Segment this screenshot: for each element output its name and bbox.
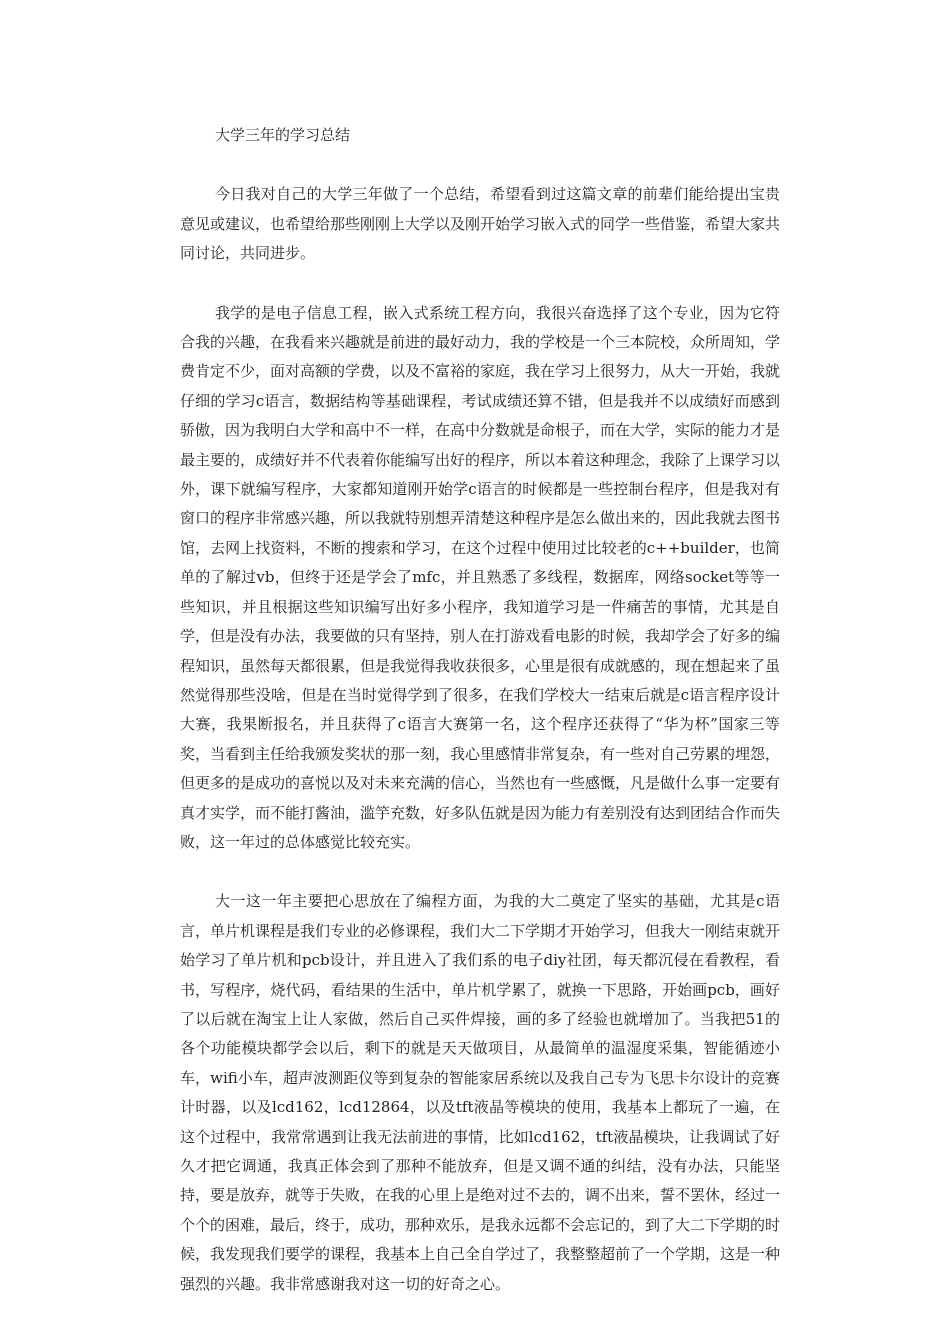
paragraph-sophomore-year: 大一这一年主要把心思放在了编程方面，为我的大二奠定了坚实的基础，尤其是c语言，单片机课程是我们专业的必修课程，我们大二下学期才开始学习，但我大一刚结束就开始学习了单片机和pcb设计，并且进入了我们系的电子diy社团，每天都沉侵在看教程，看书，写程序，烧代码，看结果的生活中，单片机学累了，就换一下思路，开始画pcb，画好了以后就在淘宝上让人家做，然后自己买件焊接，画的多了经验也就增加了。当我把51的各个功能模块都学会以后，剩下的就是天天做项目，从最简单的温湿度采集，智能循迹小车，wifi小车，超声波测距仪等到复杂的智能家居系统以及我自己专为飞思卡尔设计的竞赛计时器，以及lcd162，lcd12864，以及tft液晶等模块的使用，我基本上都玩了一遍，在这个过程中，我常常遇到让我无法前进的事情，比如lcd162，tft液晶模块，让我调试了好久才把它调通，我真正体会到了那种不能放弃，但是又调不通的纠结，没有办法，只能坚持，要是放弃，就等于失败，在我的心里上是绝对过不去的，调不出来，誓不罢休，经过一个个的困难，最后，终于，成功，那种欢乐，是我永远都不会忘记的，到了大二下学期的时候，我发现我们要学的课程，我基本上自己全自学过了，我整整超前了一个学期，这是一种强烈的兴趣。我非常感谢我对这一切的好奇之心。 (180, 892, 781, 1293)
document-body (180, 121, 780, 1329)
paragraph-intro: 今日我对自己的大学三年做了一个总结，希望看到过这篇文章的前辈们能给提出宝贵意见或建议，也希望给那些刚刚上大学以及刚开始学习嵌入式的同学一些借鉴，希望大家共同讨论，共同进步。 (180, 185, 781, 263)
document-title: 大学三年的学习总结 (215, 126, 351, 144)
paragraph-freshman-year: 我学的是电子信息工程，嵌入式系统工程方向，我很兴奋选择了这个专业，因为它符合我的兴趣，在我看来兴趣就是前进的最好动力，我的学校是一个三本院校，众所周知，学费肯定不少，面对高额的学费，以及不富裕的家庭，我在学习上很努力，从大一开始，我就仔细的学习c语言，数据结构等基础课程，考试成绩还算不错，但是我并不以成绩好而感到骄傲，因为我明白大学和高中不一样，在高中分数就是命根子，而在大学，实际的能力才是最主要的，成绩好并不代表着你能编写出好的程序，所以本着这种理念，我除了上课学习以外，课下就编写程序，大家都知道刚开始学c语言的时候都是一些控制台程序，但是我对有窗口的程序非常感兴趣，所以我就特别想弄清楚这种程序是怎么做出来的，因此我就去图书馆，去网上找资料，不断的搜索和学习，在这个过程中使用过比较老的c++builder，也简单的了解过vb，但终于还是学会了mfc，并且熟悉了多线程，数据库，网络socket等等一些知识，并且根据这些知识编写出好多小程序，我知道学习是一件痛苦的事情，尤其是自学，但是没有办法，我要做的只有坚持，别人在打游戏看电影的时候，我却学会了好多的编程知识，虽然每天都很累，但是我觉得我收获很多，心里是很有成就感的，现在想起来了虽然觉得那些没啥，但是在当时觉得学到了很多，在我们学校大一结束后就是c语言程序设计大赛，我果断报名，并且获得了c语言大赛第一名，这个程序还获得了“华为杯”国家三等奖，当看到主任给我颁发奖状的那一刻，我心里感情非常复杂，有一些对自己劳累的埋怨，但更多的是成功的喜悦以及对未来充满的信心，当然也有一些感慨，凡是做什么事一定要有真才实学，而不能打酱油，滥竽充数，好多队伍就是因为能力有差别没有达到团结合作而失败，这一年过的总体感觉比较充实。 (180, 303, 781, 851)
